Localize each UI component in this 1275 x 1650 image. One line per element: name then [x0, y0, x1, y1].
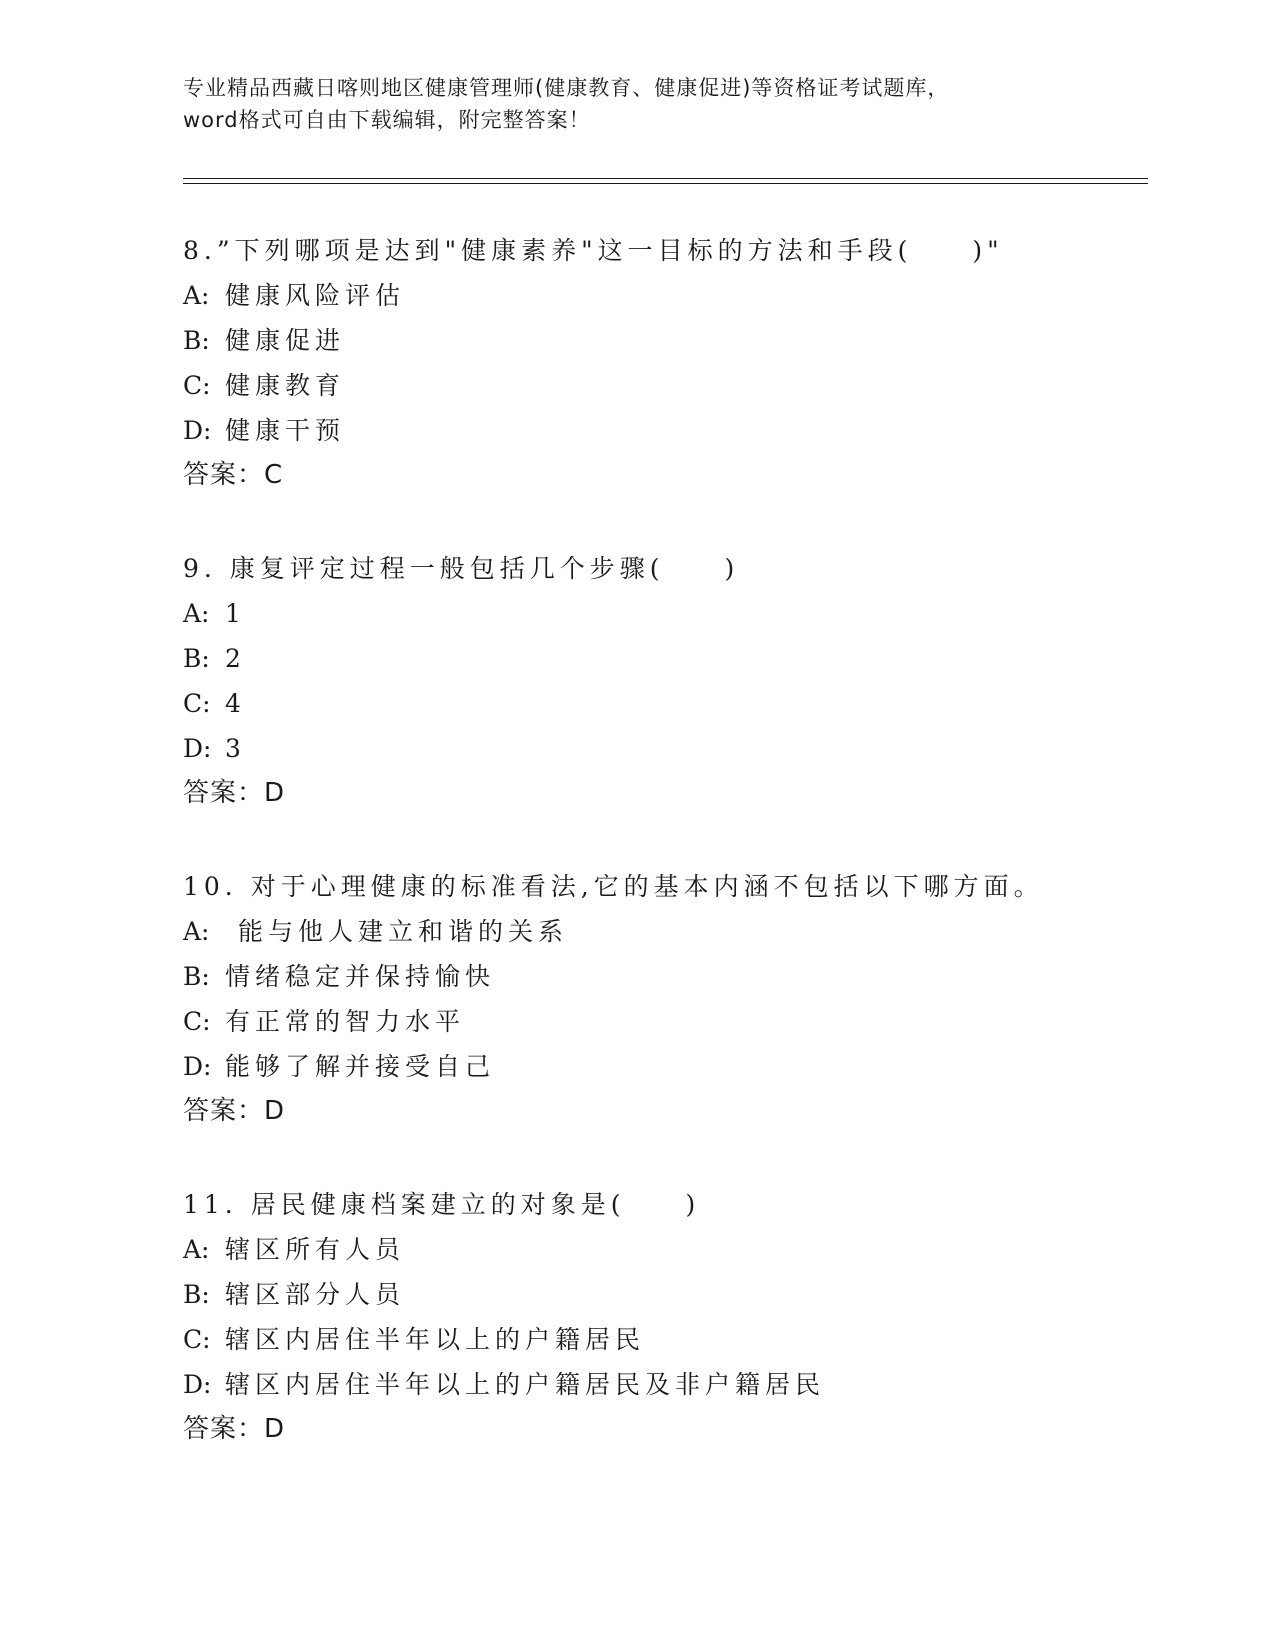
- option-d: [183, 1362, 1143, 1407]
- option-text: 辖区部分人员: [225, 1280, 406, 1309]
- option-a: [183, 1227, 1143, 1272]
- answer: 答案：C: [183, 460, 284, 490]
- option-d: [183, 726, 1143, 771]
- header-divider-top: [183, 178, 1148, 179]
- option-text: 能够了解并接受自己: [225, 1052, 496, 1081]
- option-key: A:: [183, 599, 210, 628]
- question-8: [183, 228, 1143, 498]
- question-stem: 11. 居民健康档案建立的对象是( ): [183, 1190, 701, 1219]
- option-text: 健康风险评估: [225, 281, 406, 310]
- option-a: [183, 591, 1143, 636]
- option-key: D:: [183, 1370, 212, 1399]
- question-9: [183, 546, 1143, 816]
- option-b: [183, 636, 1143, 681]
- option-key: D:: [183, 1052, 212, 1081]
- option-key: A:: [183, 281, 210, 310]
- option-text: 健康干预: [225, 416, 346, 445]
- option-c: [183, 363, 1143, 408]
- option-text: 辖区内居住半年以上的户籍居民: [225, 1325, 646, 1354]
- answer: 答案：D: [183, 1096, 286, 1126]
- header-line-1: 专业精品西藏日喀则地区健康管理师(健康教育、健康促进)等资格证考试题库，: [183, 76, 950, 100]
- option-text: 辖区内居住半年以上的户籍居民及非户籍居民: [225, 1370, 826, 1399]
- option-d: [183, 1044, 1143, 1089]
- option-key: C:: [183, 371, 211, 400]
- option-key: D:: [183, 416, 212, 445]
- question-10: [183, 864, 1143, 1134]
- option-text: 3: [225, 734, 246, 763]
- option-b: [183, 954, 1143, 999]
- option-text: 健康教育: [225, 371, 346, 400]
- option-c: [183, 1317, 1143, 1362]
- option-key: B:: [183, 962, 210, 991]
- option-text: 1: [225, 599, 246, 628]
- option-text: 辖区所有人员: [225, 1235, 406, 1264]
- question-stem: 9. 康复评定过程一般包括几个步骤( ): [183, 554, 740, 583]
- option-text: 有正常的智力水平: [225, 1007, 466, 1036]
- question-stem: 8.”下列哪项是达到"健康素养"这一目标的方法和手段( )": [183, 236, 1004, 265]
- option-text: 能与他人建立和谐的关系: [225, 917, 568, 946]
- question-11: [183, 1182, 1143, 1452]
- option-key: B:: [183, 1280, 210, 1309]
- option-key: A:: [183, 917, 210, 946]
- option-key: A:: [183, 1235, 210, 1264]
- option-key: C:: [183, 689, 211, 718]
- option-key: B:: [183, 326, 210, 355]
- option-key: D:: [183, 734, 212, 763]
- header-divider-bottom: [183, 183, 1148, 184]
- header-line-2: word格式可自由下载编辑，附完整答案！: [183, 108, 591, 132]
- question-stem: 10. 对于心理健康的标准看法,它的基本内涵不包括以下哪方面。: [183, 872, 1044, 901]
- option-a: [183, 909, 1143, 954]
- option-text: 情绪稳定并保持愉快: [225, 962, 496, 991]
- option-key: B:: [183, 644, 210, 673]
- option-d: [183, 408, 1143, 453]
- answer: 答案：D: [183, 778, 286, 808]
- option-c: [183, 681, 1143, 726]
- option-text: 健康促进: [225, 326, 346, 355]
- option-text: 4: [225, 689, 246, 718]
- answer: 答案：D: [183, 1414, 286, 1444]
- option-a: [183, 273, 1143, 318]
- document-header: [183, 72, 1083, 136]
- option-b: [183, 318, 1143, 363]
- option-text: 2: [225, 644, 246, 673]
- option-key: C:: [183, 1007, 211, 1036]
- option-key: C:: [183, 1325, 211, 1354]
- option-b: [183, 1272, 1143, 1317]
- option-c: [183, 999, 1143, 1044]
